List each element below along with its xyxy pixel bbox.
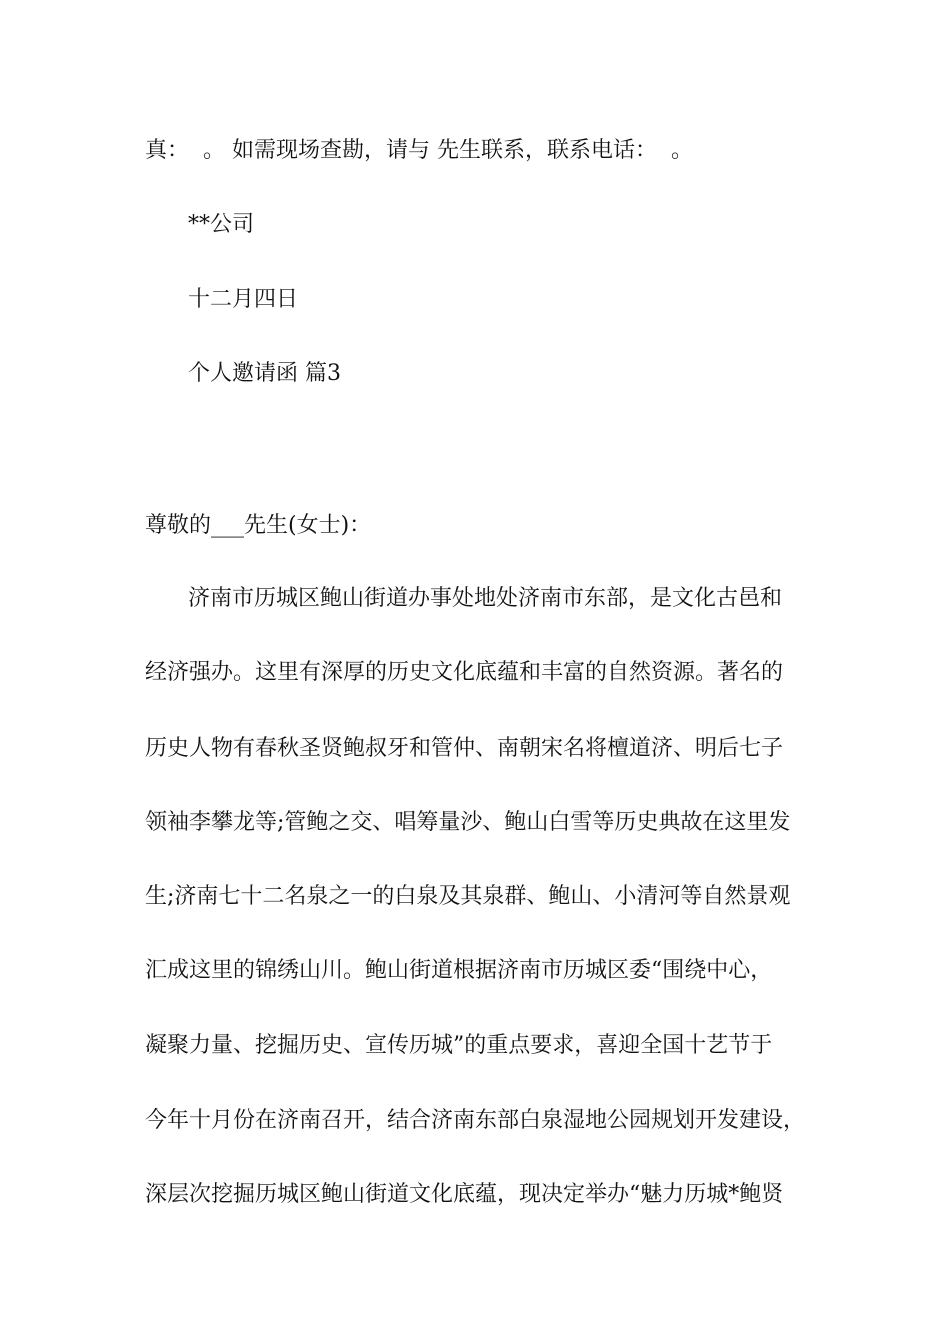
text-line-company: **公司 <box>188 212 255 237</box>
paragraph-line-4: 领袖李攀龙等;管鲍之交、唱筹量沙、鲍山白雪等历史典故在这里发 <box>145 810 791 835</box>
paragraph-line-2: 经济强办。这里有深厚的历史文化底蕴和丰富的自然资源。著名的 <box>145 660 784 685</box>
paragraph-line-1: 济南市历城区鲍山街道办事处地处济南市东部，是文化古邑和 <box>188 586 783 611</box>
paragraph-line-6: 汇成这里的锦绣山川。鲍山街道根据济南市历城区委“围绕中心， <box>145 958 773 983</box>
section-heading: 个人邀请函 篇3 <box>188 361 341 386</box>
paragraph-line-8: 今年十月份在济南召开，结合济南东部白泉湿地公园规划开发建设， <box>145 1108 806 1133</box>
paragraph-line-5: 生;济南七十二名泉之一的白泉及其泉群、鲍山、小清河等自然景观 <box>145 884 791 909</box>
paragraph-line-7: 凝聚力量、挖掘历史、宣传历城”的重点要求，喜迎全国十艺节于 <box>145 1033 773 1058</box>
paragraph-line-3: 历史人物有春秋圣贤鲍叔牙和管仲、南朝宋名将檀道济、明后七子 <box>145 736 784 761</box>
text-line-date: 十二月四日 <box>188 287 299 312</box>
paragraph-line-9: 深层次挖掘历城区鲍山街道文化底蕴，现决定举办“魅力历城*鲍贤 <box>145 1182 784 1207</box>
text-line-contact: 真： 。 如需现场查勘，请与 先生联系，联系电话： 。 <box>145 138 693 163</box>
salutation: 尊敬的___先生(女士)： <box>145 513 372 538</box>
